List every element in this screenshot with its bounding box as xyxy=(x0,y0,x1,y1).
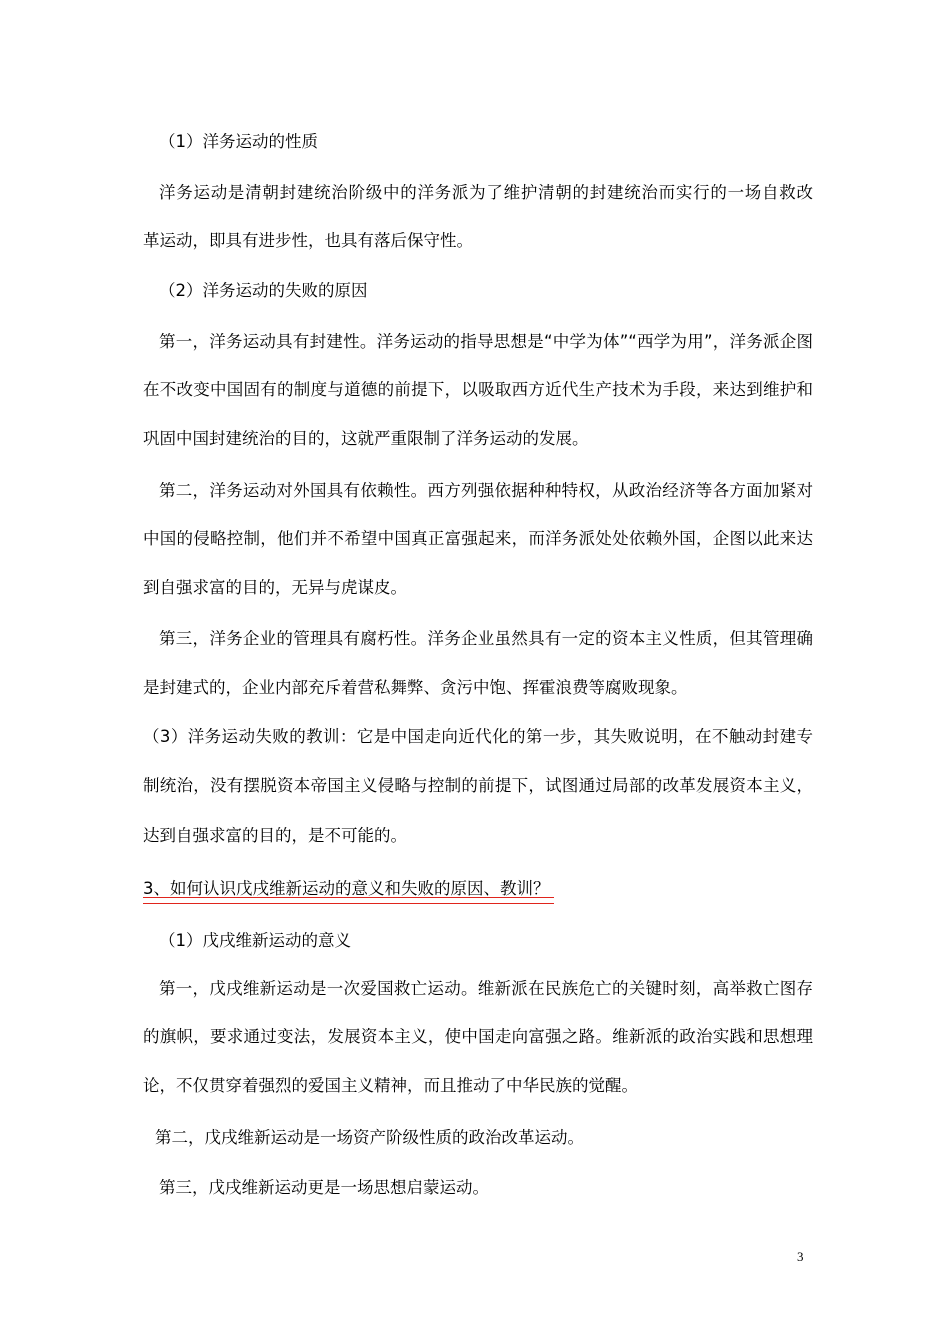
paragraph-line: 第三，洋务企业的管理具有腐朽性。洋务企业虽然具有一定的资本主义性质，但其管理确 xyxy=(159,629,813,648)
question-heading: 3、如何认识戊戌维新运动的意义和失败的原因、教训？ xyxy=(143,879,550,898)
paragraph-line: 是封建式的，企业内部充斥着营私舞弊、贪污中饱、挥霍浪费等腐败现象。 xyxy=(143,678,688,697)
subheading-failure-reasons: （2）洋务运动的失败的原因 xyxy=(159,281,368,300)
paragraph-line: 论，不仅贯穿着强烈的爱国主义精神，而且推动了中华民族的觉醒。 xyxy=(143,1076,638,1095)
paragraph-line: 在不改变中国固有的制度与道德的前提下，以吸取西方近代生产技术为手段，来达到维护和 xyxy=(143,380,813,399)
paragraph-line: 革运动，即具有进步性，也具有落后保守性。 xyxy=(143,231,473,250)
paragraph-line: 巩固中国封建统治的目的，这就严重限制了洋务运动的发展。 xyxy=(143,429,589,448)
paragraph-line: 第一，戊戌维新运动是一次爱国救亡运动。维新派在民族危亡的关键时刻，高举救亡图存 xyxy=(159,979,813,998)
paragraph-line: 达到自强求富的目的，是不可能的。 xyxy=(143,826,407,845)
paragraph-line: 第二，洋务运动对外国具有依赖性。西方列强依据种种特权，从政治经济等各方面加紧对 xyxy=(159,481,813,500)
subheading-significance: （1）戊戌维新运动的意义 xyxy=(159,931,351,950)
paragraph-line: 的旗帜，要求通过变法，发展资本主义，使中国走向富强之路。维新派的政治实践和思想理 xyxy=(143,1027,813,1046)
subheading-nature: （1）洋务运动的性质 xyxy=(159,132,318,151)
paragraph-line: （3）洋务运动失败的教训：它是中国走向近代化的第一步，其失败说明，在不触动封建专 xyxy=(143,727,813,746)
paragraph-line: 洋务运动是清朝封建统治阶级中的洋务派为了维护清朝的封建统治而实行的一场自救改 xyxy=(159,183,813,202)
paragraph-line: 第一，洋务运动具有封建性。洋务运动的指导思想是“中学为体”“西学为用”，洋务派企图 xyxy=(159,332,813,351)
paragraph-line: 中国的侵略控制，他们并不希望中国真正富强起来，而洋务派处处依赖外国，企图以此来达 xyxy=(143,529,813,548)
paragraph-line: 第三，戊戌维新运动更是一场思想启蒙运动。 xyxy=(159,1178,489,1197)
paragraph-line: 制统治，没有摆脱资本帝国主义侵略与控制的前提下，试图通过局部的改革发展资本主义， xyxy=(143,776,813,795)
paragraph-line: 到自强求富的目的，无异与虎谋皮。 xyxy=(143,578,407,597)
page-number: 3 xyxy=(797,1249,804,1264)
question-underline xyxy=(143,897,554,904)
paragraph-line: 第二，戊戌维新运动是一场资产阶级性质的政治改革运动。 xyxy=(155,1128,584,1147)
